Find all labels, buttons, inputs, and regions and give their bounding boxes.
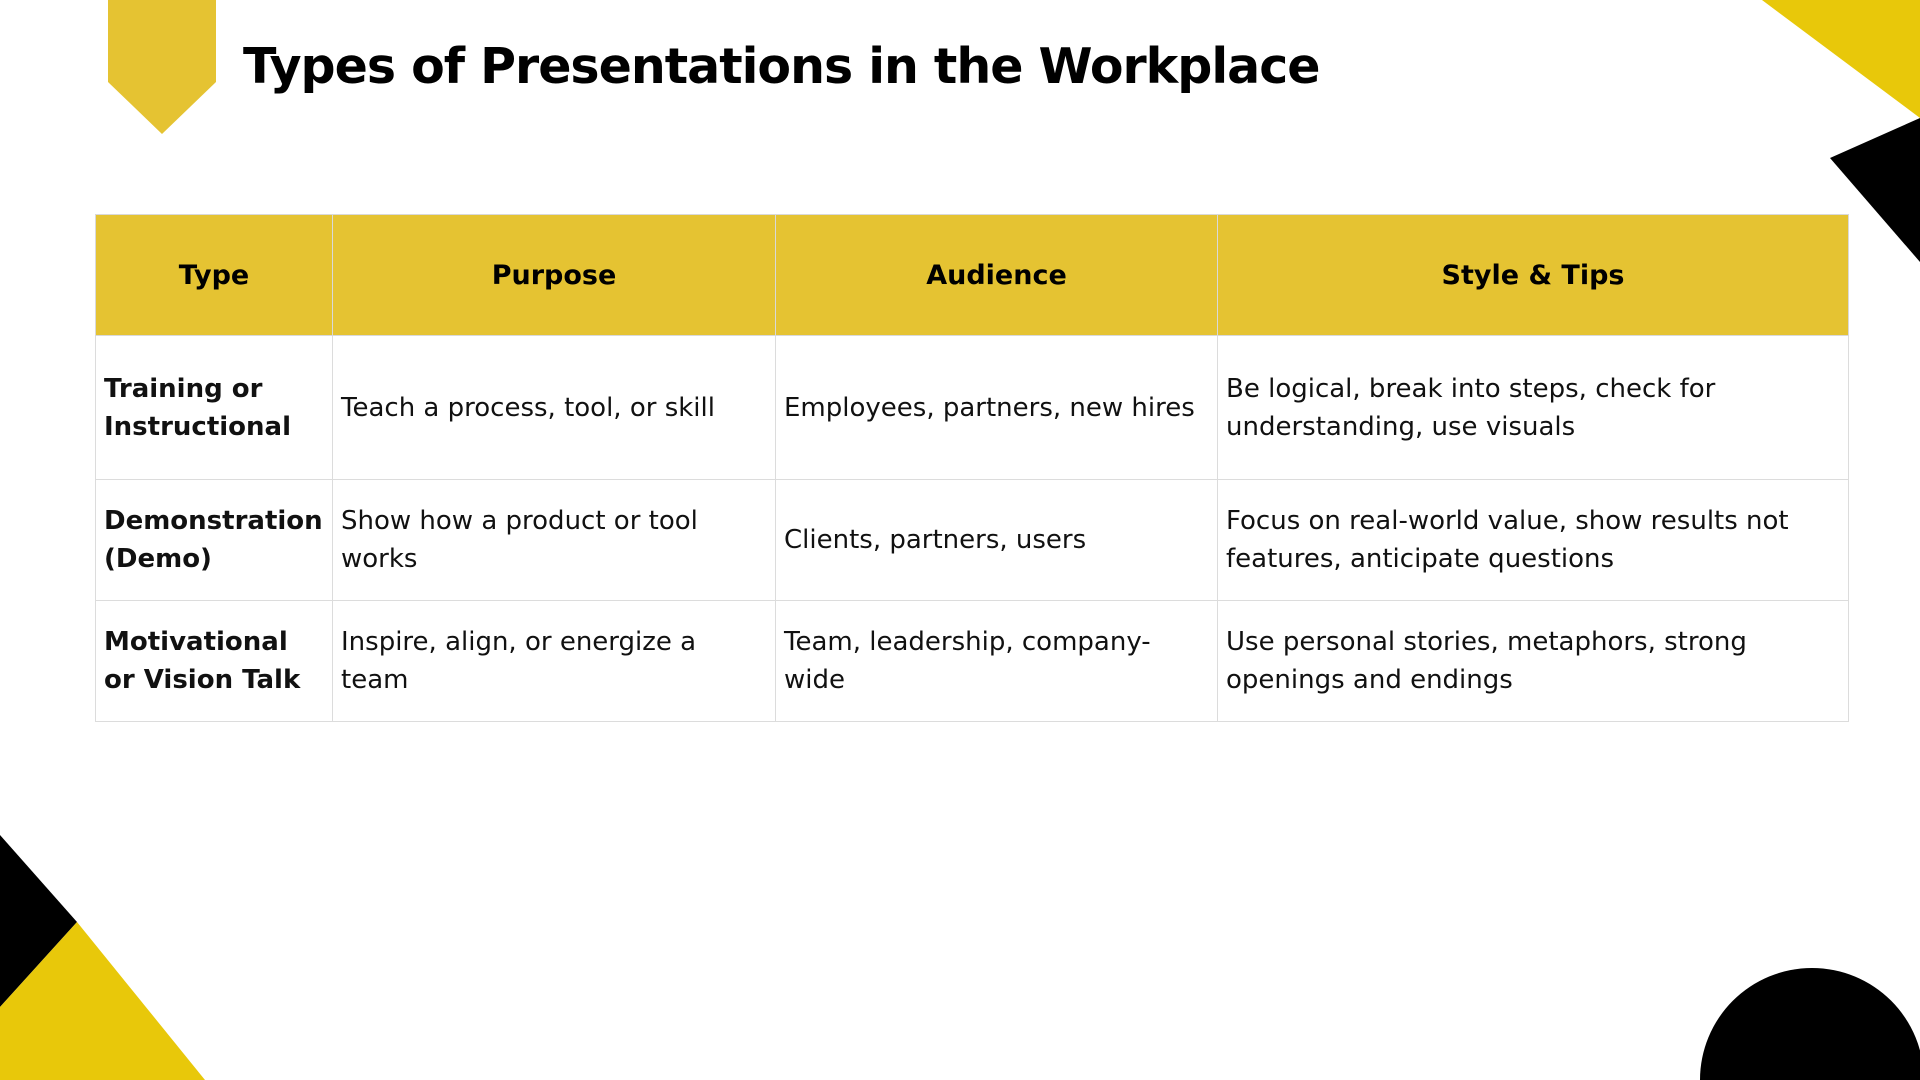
presentation-types-table [95,214,1849,722]
column-header-purpose: Purpose [333,215,776,336]
page-title: Types of Presentations in the Workplace [243,38,1320,95]
cell-audience: Team, leadership, company-wide [776,601,1218,722]
table-row [96,480,1849,601]
cell-purpose: Show how a product or tool works [333,480,776,601]
cell-style-tips: Be logical, break into steps, check for understanding, use visuals [1218,336,1849,480]
cell-style-tips: Focus on real-world value, show results not features, anticipate questions [1218,480,1849,601]
corner-black-circle-bottom-right [1700,968,1920,1080]
table-row [96,601,1849,722]
cell-style-tips: Use personal stories, metaphors, strong openings and endings [1218,601,1849,722]
column-header-audience: Audience [776,215,1218,336]
column-header-style-tips: Style & Tips [1218,215,1849,336]
cell-audience: Clients, partners, users [776,480,1218,601]
table-header-row [96,215,1849,336]
cell-type: Motivational or Vision Talk [96,601,333,722]
corner-yellow-top-right [1762,0,1920,118]
cell-type: Training or Instructional [96,336,333,480]
column-header-type: Type [96,215,333,336]
cell-purpose: Inspire, align, or energize a team [333,601,776,722]
title-marker-shape [108,0,216,134]
cell-type: Demonstration (Demo) [96,480,333,601]
table-row [96,336,1849,480]
cell-purpose: Teach a process, tool, or skill [333,336,776,480]
cell-audience: Employees, partners, new hires [776,336,1218,480]
